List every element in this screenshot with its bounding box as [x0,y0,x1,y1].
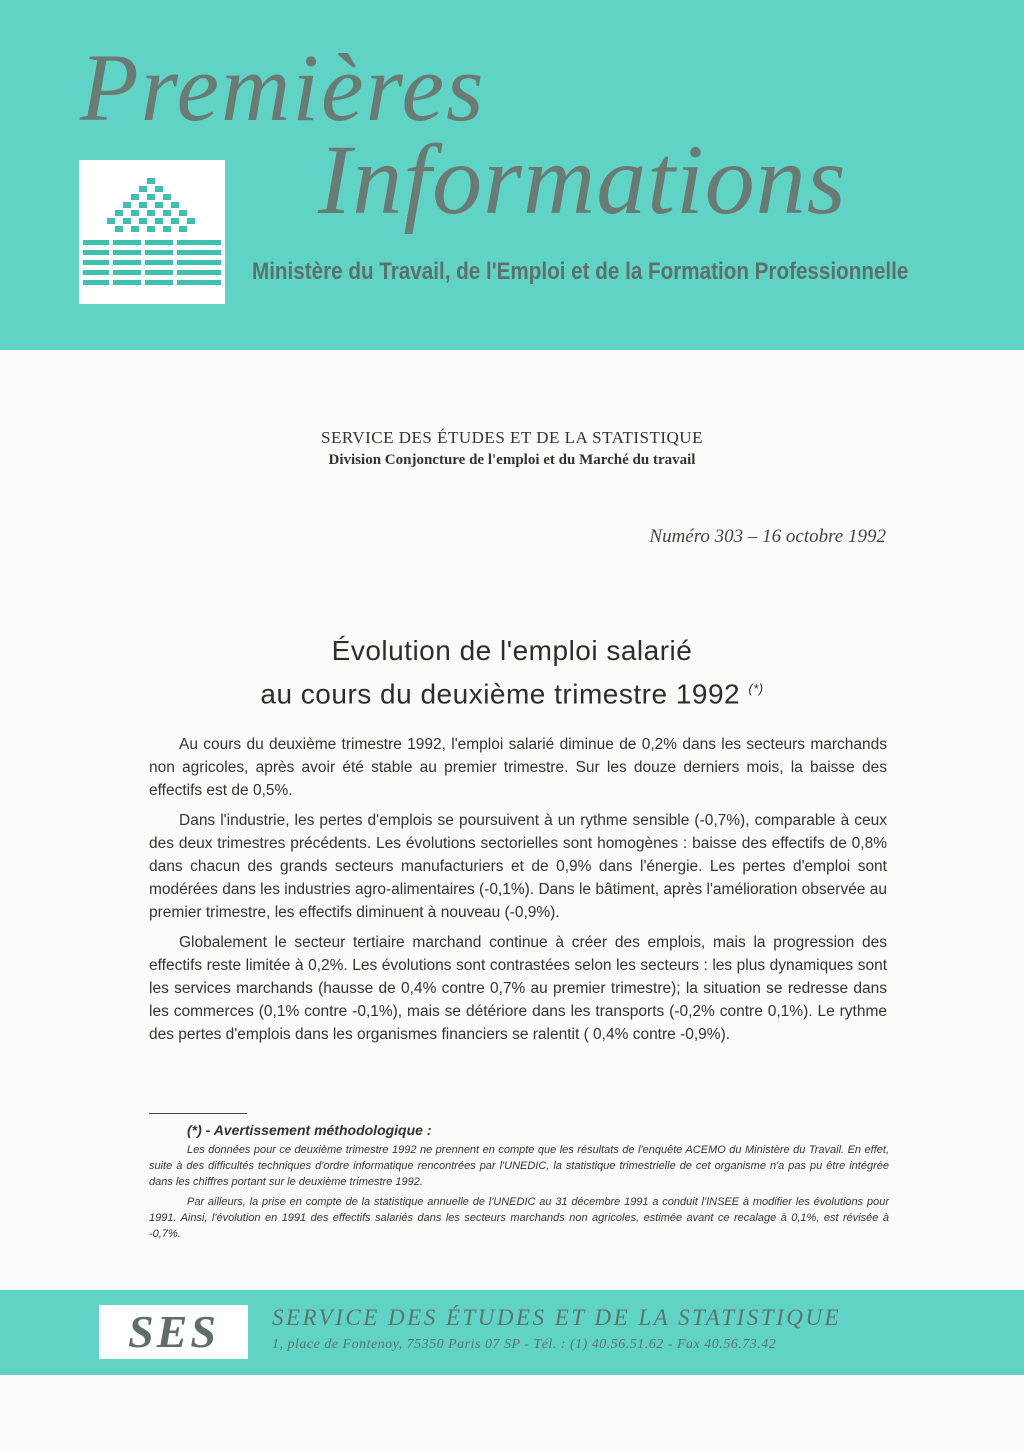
article-body [149,734,887,1054]
article-title-line1: Évolution de l'emploi salarié [331,635,693,666]
ministry-pyramid-logo-icon [79,160,225,304]
footnote-paragraph: Par ailleurs, la prise en compte de la statistique annuelle de l'UNEDIC au 31 décembre 1991 a conduit l'INSEE à modifier les évolutions pour 1991. Ainsi, l'évolution en 1991 des effectifs salariés dans les secteurs marchands non agricoles, estimée avant ce recalage à 0,1%, est révisée à -0,7%. [149,1196,889,1240]
body-paragraph: Globalement le secteur tertiaire marchand continue à créer des emplois, mais la progression des effectifs reste limitée à 0,2%. Les évolutions sont contrastées selon les secteurs : les plus dynamiques sont les services marchands (hausse de 0,4% contre 0,7% au premier trimestre); la situation se redresse dans les commerces (0,1% contre -0,1%), mais se détériore dans les transports (-0,2% contre 0,1%). Le rythme des pertes d'emplois dans les organismes financiers se ralentit ( 0,4% contre -0,9%). [149,934,887,1043]
service-block [0,428,1024,469]
footer-address: 1, place de Fontenoy, 75350 Paris 07 SP - Tél. : (1) 40.56.51.62 - Fax 40.56.73.42 [272,1337,777,1352]
service-name: SERVICE DES ÉTUDES ET DE LA STATISTIQUE [321,428,703,447]
body-paragraph: Dans l'industrie, les pertes d'emplois se poursuivent à un rythme sensible (-0,7%), comparable à ceux des deux trimestres précédents. Les évolutions sectorielles sont homogènes : baisse des effectifs de 0,8% dans chacun des grands secteurs manufacturiers et de 0,9% dans l'énergie. Les pertes d'emploi sont modérées dans les industries agro-alimentaires (-0,1%). Dans le bâtiment, après l'amélioration observée au premier trimestre, les effectifs diminuent à nouveau (-0,9%). [149,812,887,921]
footnote-mark: (*) [748,681,764,696]
footnote-paragraph: Les données pour ce deuxième trimestre 1992 ne prennent en compte que les résultats de l'enquête ACEMO du Ministère du Travail. En effet, suite à des difficultés techniques d'ordre informatique rencontrées par l'UNEDIC, la statistique trimestrielle de cet organisme n'a pas pu être intégrée dans les chiffres portant sur le deuxième trimestre 1992. [149,1144,889,1188]
footer-service-name: SERVICE DES ÉTUDES ET DE LA STATISTIQUE [272,1305,842,1330]
article-title [0,632,1024,713]
masthead-title-line2: Informations [318,124,847,235]
division-name: Division Conjoncture de l'emploi et du Marché du travail [328,452,696,468]
methodological-footnote [149,1122,889,1246]
article-title-line2: au cours du deuxième trimestre 1992 [260,678,741,710]
footnote-heading: (*) - Avertissement méthodologique : [187,1122,432,1138]
body-paragraph: Au cours du deuxième trimestre 1992, l'emploi salarié diminue de 0,2% dans les secteurs marchands non agricoles, après avoir été stable au premier trimestre. Sur les douze derniers mois, la baisse des effectifs est de 0,5%. [149,736,887,799]
masthead-band [0,0,1024,350]
masthead-title-line1: Premières [80,34,486,141]
ministry-name: Ministère du Travail, de l'Emploi et de la Formation Professionnelle [252,258,909,285]
ses-logo: SES [99,1305,248,1359]
issue-number-date: Numéro 303 – 16 octobre 1992 [649,526,886,547]
footnote-divider [149,1113,247,1114]
